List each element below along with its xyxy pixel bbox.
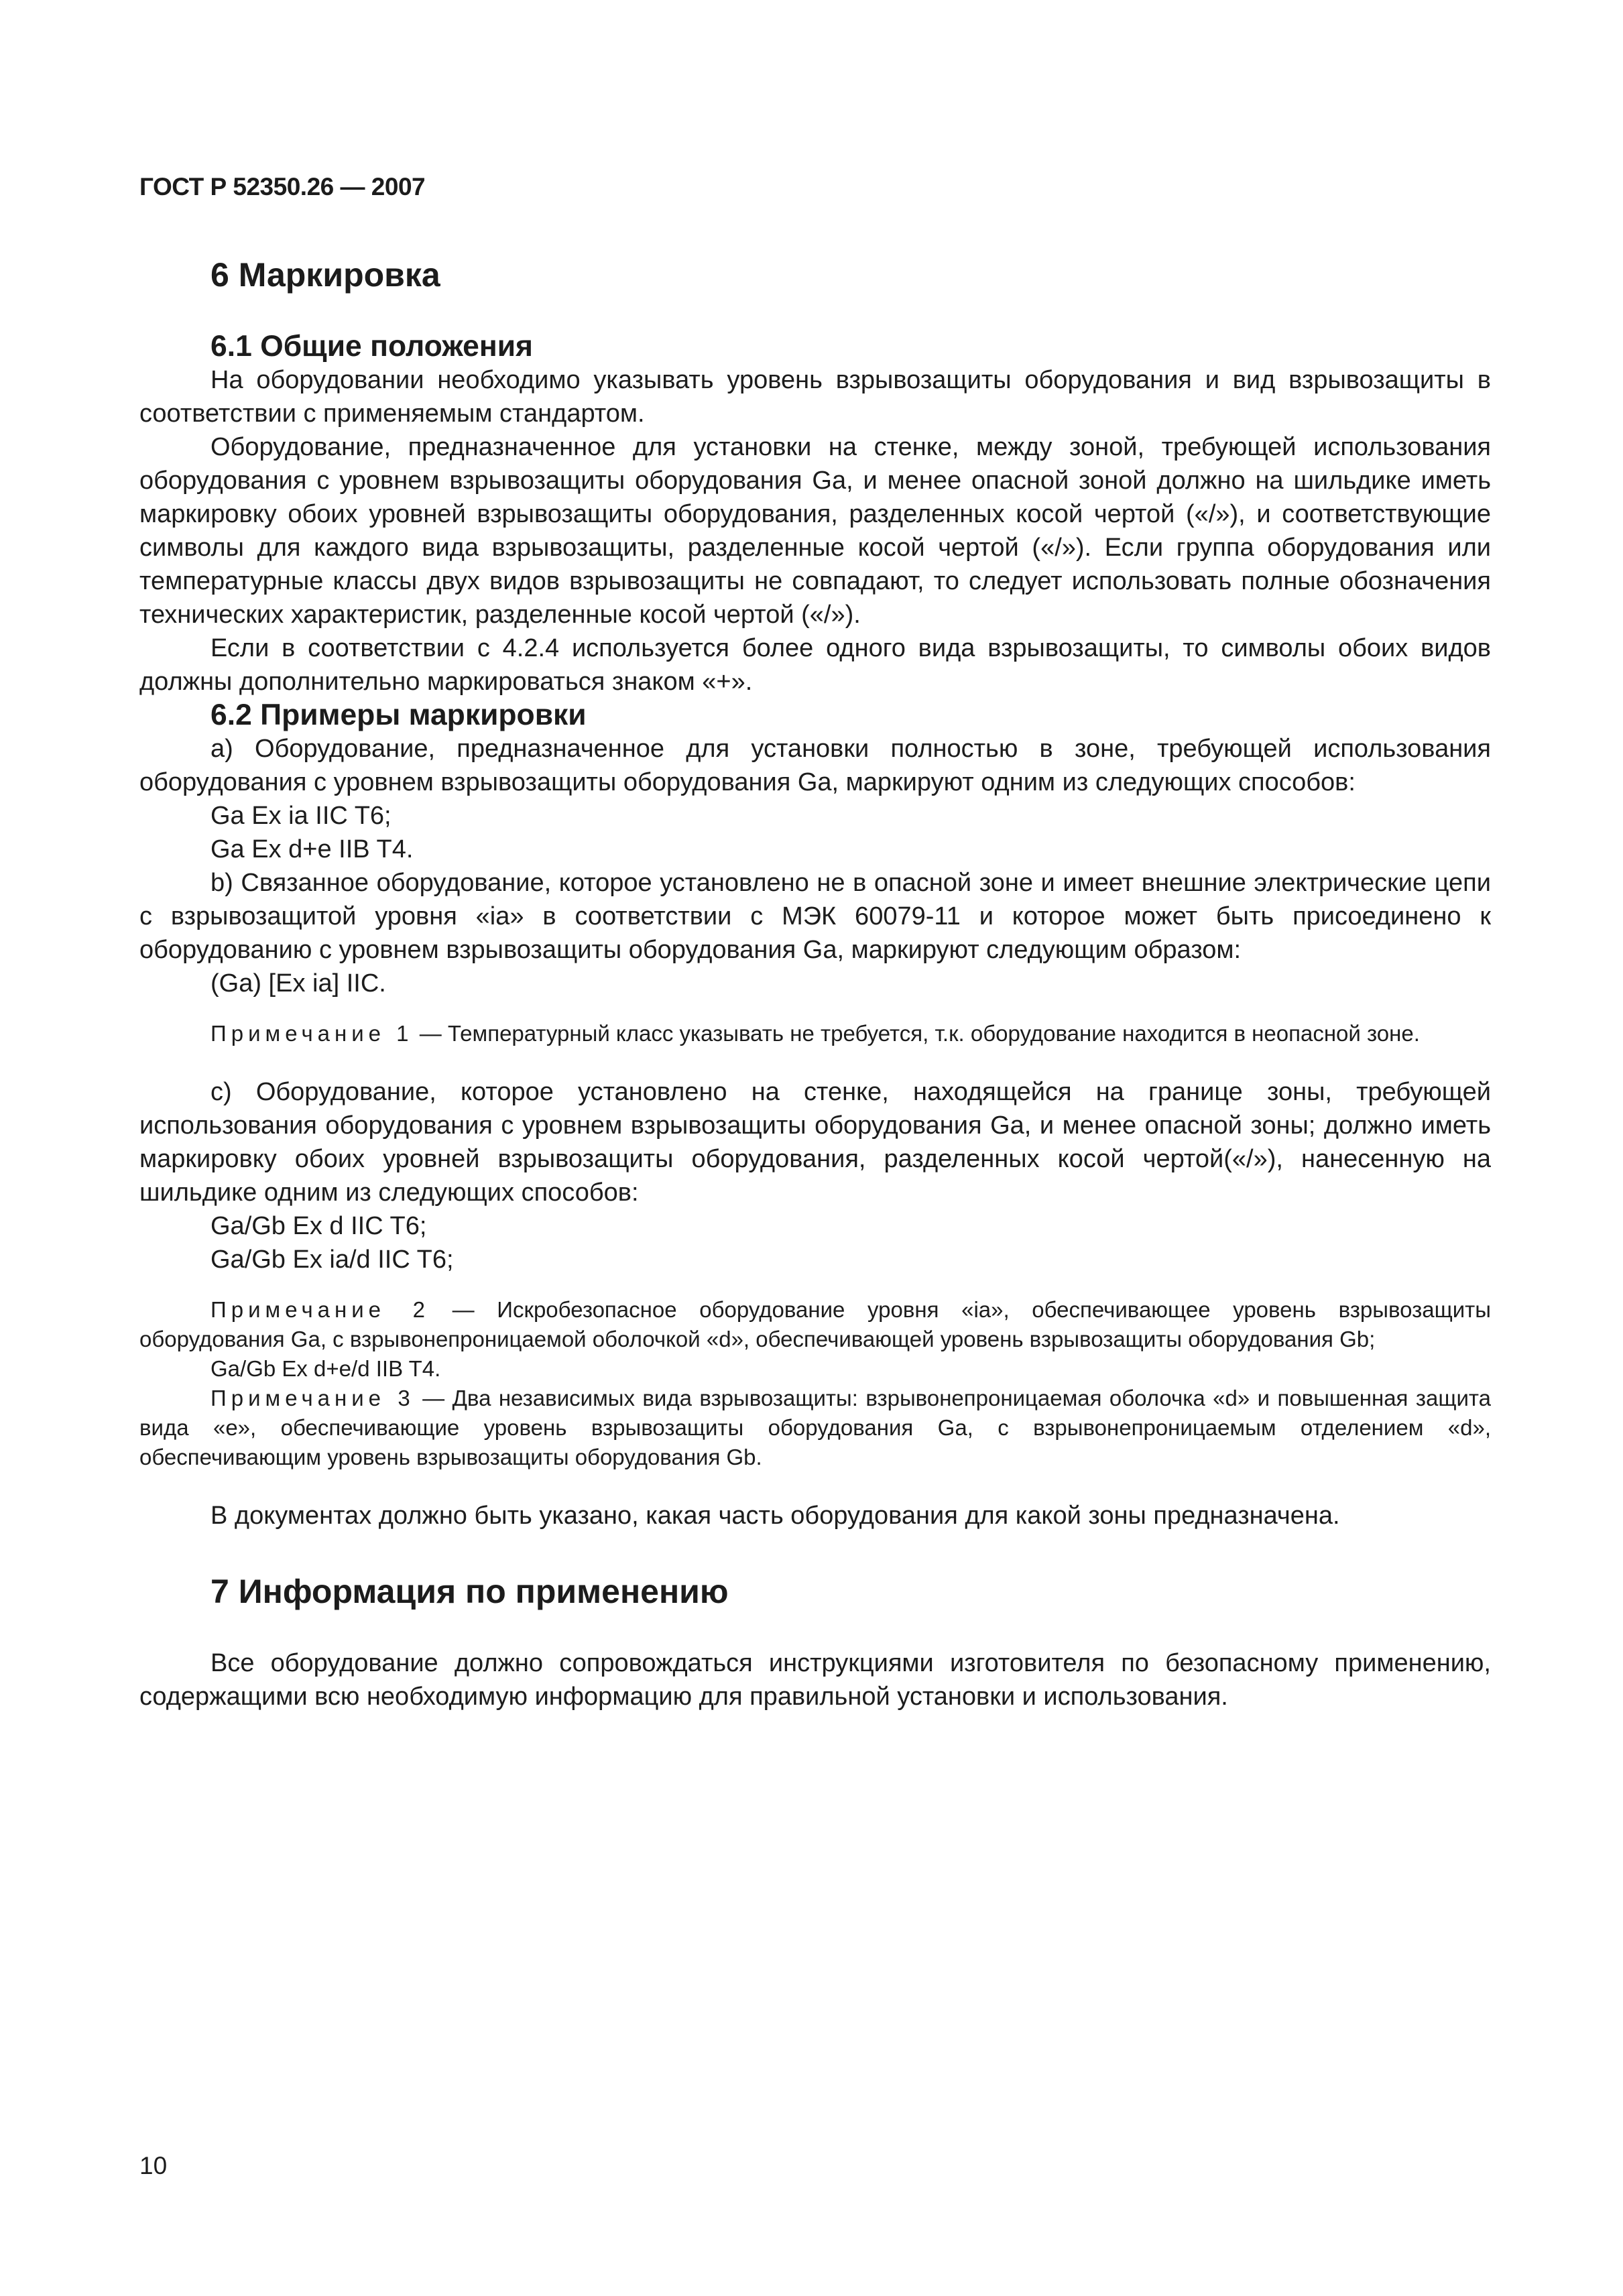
list-item-c: c) Оборудование, которое установлено на стенке, находящейся на границе зоны, требующей использования оборудования с уровнем взрывозащиты оборудования Ga, и менее опасной зоны; должно иметь маркировку обоих уровней взрывозащиты оборудования, разделенных косой чертой(«/»), нанесенную на шильдике одним из следующих способов: [139,1078,1491,1207]
subsection-6-2-title: 6.2 Примеры маркировки [211,699,587,731]
note-text: — Температурный класс указывать не требуется, т.к. оборудование находится в неопасной зоне. [413,1021,1420,1046]
note-label: Примечание 2 [211,1297,430,1322]
note-3 [139,1384,1491,1472]
paragraph: Оборудование, предназначенное для установки на стенке, между зоной, требующей использования оборудования с уровнем взрывозащиты оборудования Ga, и менее опасной зоной должно на шильдике иметь маркировку обоих уровней взрывозащиты оборудования, разделенных косой чертой («/»), и соответствующие символы для каждого вида взрывозащиты, разделенные косой чертой («/»). Если группа оборудования или температурные классы двух видов взрывозащиты не совпадают, то следует использовать полные обозначения технических характеристик, разделенные косой чертой («/»). [139,433,1491,629]
note-2 [139,1295,1491,1354]
paragraph: На оборудовании необходимо указывать уровень взрывозащиты оборудования и вид взрывозащиты в соответствии с применяемым стандартом. [139,366,1491,428]
marking-code: Ga/Gb Ex ia/d IIC T6; [211,1246,454,1274]
document-body [139,255,1491,1713]
document-header: ГОСТ Р 52350.26 — 2007 [139,173,426,200]
note-label: Примечание 3 [211,1386,415,1410]
page-number: 10 [139,2152,168,2179]
list-item-b: b) Связанное оборудование, которое установлено не в опасной зоне и имеет внешние электрические цепи с взрывозащитой уровня «ia» в соответствии с МЭК 60079-11 и которое может быть присоединено к оборудованию с уровнем взрывозащиты оборудования Ga, маркируют следующим образом: [139,869,1491,964]
paragraph: Если в соответствии с 4.2.4 используется более одного вида взрывозащиты, то символы обоих видов должны дополнительно маркироваться знаком «+». [139,634,1491,696]
list-item-a: a) Оборудование, предназначенное для установки полностью в зоне, требующей использования оборудования с уровнем взрывозащиты оборудования Ga, маркируют одним из следующих способов: [139,735,1491,796]
note-text: — Два независимых вида взрывозащиты: взрывонепроницаемая оболочка «d» и повышенная защита вида «e», обеспечивающие уровень взрывозащиты оборудования Ga, с взрывонепроницаемым отделением «d», обеспечивающим уровень взрывозащиты оборудования Gb. [139,1386,1491,1469]
section-7-title: 7 Информация по применению [211,1573,729,1610]
note-label: Примечание 1 [211,1021,414,1046]
closing-paragraph: В документах должно быть указано, какая часть оборудования для какой зоны предназначена. [211,1502,1340,1530]
marking-code: Ga Ex ia IIC T6; [211,802,392,830]
marking-code: (Ga) [Ex ia] IIC. [211,969,386,998]
marking-code: Ga/Gb Ex d+e/d IIB T4. [211,1356,441,1381]
note-text: — Искробезопасное оборудование уровня «ia», обеспечивающее уровень взрывозащиты оборудования Ga, с взрывонепроницаемой оболочкой «d», обеспечивающей уровень взрывозащиты оборудования Gb; [139,1297,1491,1351]
marking-code: Ga/Gb Ex d IIC T6; [211,1212,427,1240]
note-1 [139,1019,1491,1048]
paragraph: Все оборудование должно сопровождаться инструкциями изготовителя по безопасному применению, содержащими всю необходимую информацию для правильной установки и использования. [139,1649,1491,1711]
subsection-6-1-title: 6.1 Общие положения [211,330,533,363]
section-6-title: 6 Маркировка [211,256,440,294]
marking-code: Ga Ex d+e IIB T4. [211,835,414,863]
